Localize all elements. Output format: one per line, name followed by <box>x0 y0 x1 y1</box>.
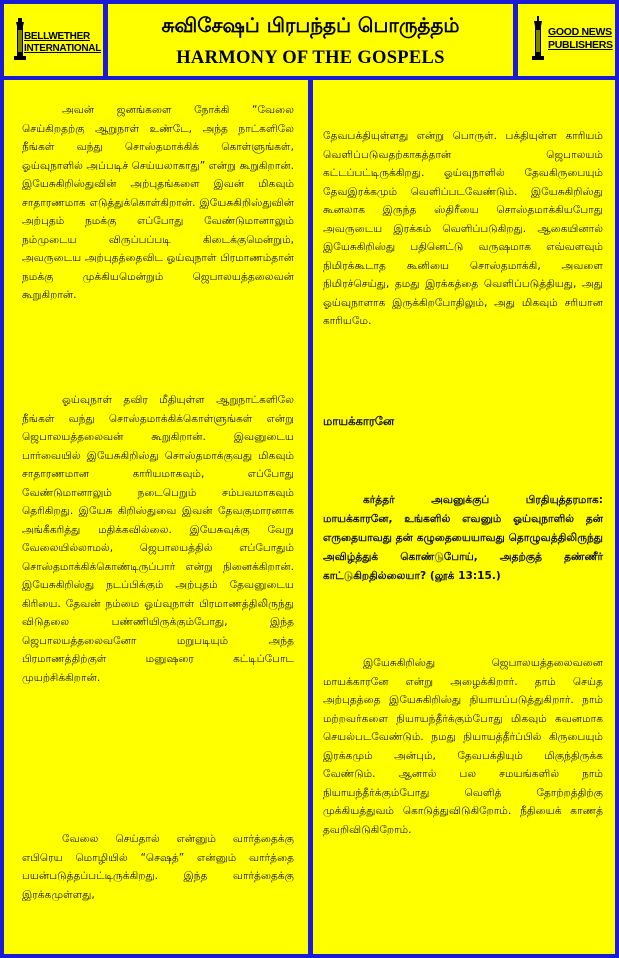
paragraph-2-text: ஓய்வுநாள் தவிர மீதியுள்ள ஆறுநாட்களிலே நீங்கள் வந்து சொஸ்தமாக்கிக்கொள்ளுங்கள் என்று ஜெபாலயத்தலைவன் கூறுகிறான். இவனுடைய பார்வையில் இயேசுகிறிஸ்து சொஸ்தமாக்குவது மிகவும் சாதாரணமான காரியமாகவும், எப்போது வேண்டுமானாலும் நடைபெறும் சம்பவமாகவும் தெரிகிறது. இயேசு கிறிஸ்துவை இவன் தேவகுமாரனாக அங்கீகரித்து மதிக்கவில்லை. இயேசுவுக்கு வேறு வேலையில்லாமல், ஜெபாலயத்தில் எப்போதும் சொஸ்தமாக்கிக்கொண்டிருப்பார் என்று நினைக்கிறான். இயேசுகிறிஸ்து நடப்பிக்கும் அற்புதம் தேவனுடைய கிரியை. தேவன் நம்மை ஓய்வுநாள் பிரமாணத்திலிருந்து விடுதலை பண்ணியிருக்கும்போது, இந்த ஜெபாலயத்தலைவனோ மறுபடியும் அந்த பிரமாணத்திற்குள் மனுஷரை கட்டிப்போட முயற்சிக்கிறான். <box>22 394 294 684</box>
paragraph-2 <box>22 391 294 687</box>
logo-right-line2: PUBLISHERS <box>548 38 613 51</box>
title-panel <box>108 4 513 76</box>
logo-right-panel <box>518 4 615 76</box>
good-news-logo <box>524 14 611 66</box>
paragraph-5 <box>323 654 603 839</box>
bellwether-brand-text <box>24 31 101 55</box>
logo-right-line1: GOOD NEWS <box>548 26 612 38</box>
paragraph-5-text: இயேசுகிறிஸ்து ஜெபாலயத்தலைவனை மாயக்காரனே என்று அழைக்கிறார். தாம் செய்த அற்புதத்தை இயேசுகிறிஸ்து நியாயப்படுத்துகிறார். நாம் மற்றவர்களை நியாயந்தீர்க்கும்போது மிகவும் கவனமாக செயல்படவேண்டும். நமது நியாயத்தீர்ப்பில் கிருபையும் இரக்கமும் அன்பும், தேவபக்தியும் மிகுந்திருக்க வேண்டும். ஆனால் பல சமயங்களில் நாம் நியாயந்தீர்க்கும்போது வெளித் தோற்றத்திற்கு முக்கியத்துவம் கொடுத்துவிடுகிறோம். நீதியைக் காணத் தவறிவிடுகிறோம். <box>323 657 603 836</box>
logo-left-line1: BELLWETHER <box>24 31 90 42</box>
paragraph-1 <box>22 101 294 305</box>
paragraph-4-text: தேவபக்தியுள்ளது என்று பொருள். பக்தியுள்ள காரியம் வெளிப்படுவதற்காகத்தான் ஜெபாலயம் கட்டப்பட்டிருக்கிறது. ஓய்வுநாளில் தேவகிருபையும் தேவஇரக்கமும் வெளிப்படவேண்டும். இயேசுகிறிஸ்து கூனலாக இருந்த ஸ்திரீயை சொஸ்தமாக்கியபோது அவருடைய இரக்கம் வெளிப்படுகிறது. ஆகையினால் இயேசுகிறிஸ்து பதினெட்டு வருஷமாக எவ்வளவும் நிமிரக்கூடாத கூனியை சொஸ்தமாக்கி, அவளை நிமிரச்செய்து, தமது இரக்கத்தை வெளிப்படுத்தியது, அது ஓய்வுநாளாக இருக்கிறபோதிலும், அது மிகவும் சரியான காரியமே. <box>323 130 603 327</box>
paragraph-3 <box>22 830 294 904</box>
title-english: HARMONY OF THE GOSPELS <box>176 48 445 68</box>
logo-left-line2: INTERNATIONAL <box>24 43 102 54</box>
section-heading: மாயக்காரனே <box>323 414 395 428</box>
paragraph-1-text: அவன் ஜனங்களை நோக்கி “வேலை செய்கிறதற்கு ஆறுநாள் உண்டே, அந்த நாட்களிலே நீங்கள் வந்து சொஸ்தமாக்கிக் கொள்ளுங்கள், ஓய்வுநாளில் அப்படிச் செய்யலாகாது” என்று கூறுகிறான். இயேசுகிறிஸ்துவின் அற்புதங்களை இவன் மிகவும் சாதாரணமாக எடுத்துக்கொள்கிறான். இயேசுகிறிஸ்துவின் அற்புதம் நமக்கு எப்போது வேண்டுமானாலும் நம்முடைய விருப்பப்படி கிடைக்குமென்றும், அவருடைய அற்புதத்தைவிட ஓய்வுநாள் பிரமாணம்தான் நமக்கு முக்கியமென்றும் ஜெபாலயத்தலைவன் கூறுகிறான். <box>22 104 294 301</box>
title-tamil: சுவிசேஷப் பிரபந்தப் பொருத்தம் <box>161 13 460 37</box>
bellwether-logo <box>10 14 102 66</box>
paragraph-4 <box>323 127 603 331</box>
tower-icon <box>530 16 548 64</box>
scripture-verse <box>323 491 603 586</box>
left-column <box>4 80 308 954</box>
logo-left-panel <box>4 4 103 76</box>
scripture-verse-text: கர்த்தர் அவனுக்குப் பிரதியுத்தரமாக: மாயக்காரனே, உங்களில் எவனும் ஓய்வுநாளில் தன் எருதையாவது தன் கழுதையையாவது தொழுவத்திலிருந்து அவிழ்த்துக் கொண்டுபோய், அதற்குத் தண்ணீர் காட்டுகிறதில்லையா? (லூக் 13:15.) <box>323 494 603 582</box>
good-news-brand-text <box>548 26 613 51</box>
paragraph-3-text: வேலை செய்தால் என்னும் வார்த்தைக்கு எபிரெய மொழியில் “செஷத்” என்னும் வார்த்தை பயன்படுத்தப்பட்டிருக்கிறது. இந்த வார்த்தைக்கு இரக்கமுள்ளது, <box>22 833 294 901</box>
right-column <box>313 80 615 954</box>
